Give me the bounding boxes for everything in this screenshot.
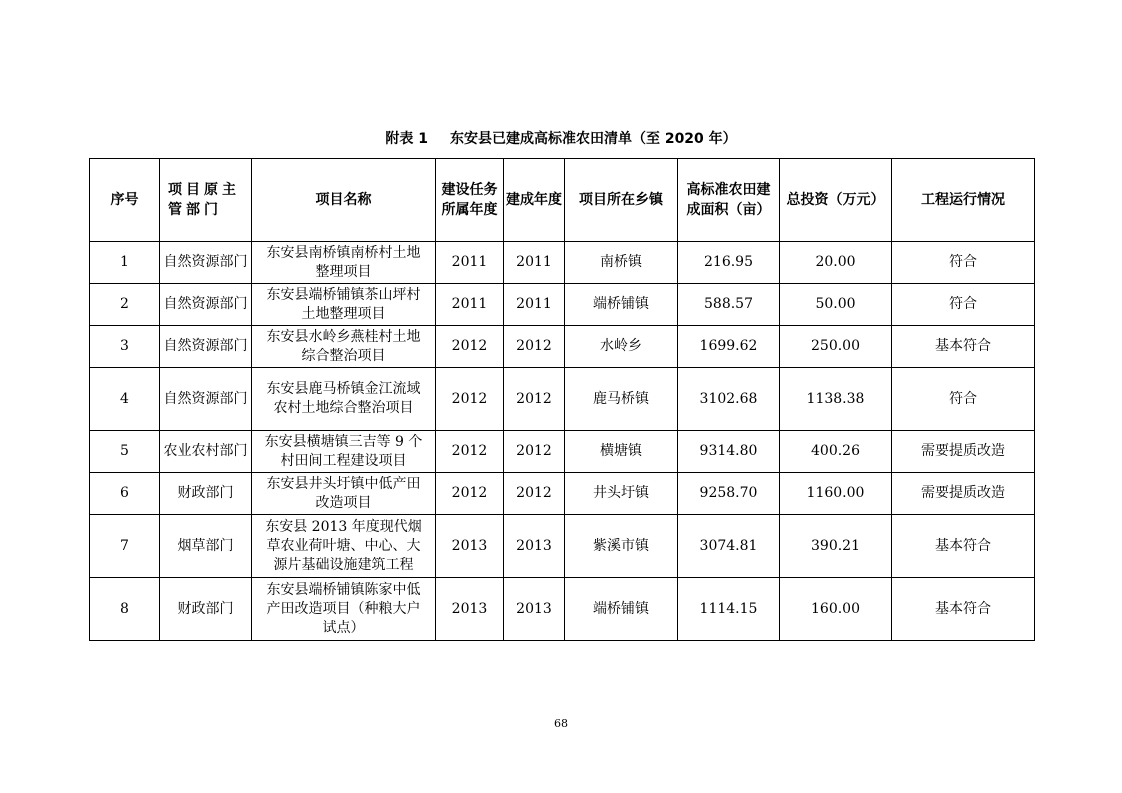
caption-title: 东安县已建成高标准农田清单（至 2020 年） (449, 131, 737, 147)
cell-no: 5 (90, 431, 160, 473)
cell-task-year: 2013 (436, 578, 504, 641)
cell-area: 588.57 (678, 284, 780, 326)
cell-invest: 1160.00 (780, 473, 892, 515)
cell-task-year: 2013 (436, 515, 504, 578)
cell-name: 东安县水岭乡燕桂村土地综合整治项目 (252, 326, 436, 368)
cell-build-year: 2012 (504, 431, 565, 473)
cell-name: 东安县端桥铺镇茶山坪村土地整理项目 (252, 284, 436, 326)
cell-owner: 烟草部门 (160, 515, 252, 578)
cell-no: 3 (90, 326, 160, 368)
cell-invest: 20.00 (780, 242, 892, 284)
table-row (90, 368, 1035, 431)
header-row (90, 159, 1035, 242)
cell-no: 6 (90, 473, 160, 515)
cell-name: 东安县南桥镇南桥村土地整理项目 (252, 242, 436, 284)
cell-no: 7 (90, 515, 160, 578)
farmland-table (89, 158, 1035, 641)
cell-status: 需要提质改造 (892, 473, 1035, 515)
cell-invest: 1138.38 (780, 368, 892, 431)
cell-name: 东安县端桥铺镇陈家中低产田改造项目（种粮大户试点） (252, 578, 436, 641)
cell-area: 1114.15 (678, 578, 780, 641)
cell-build-year: 2011 (504, 284, 565, 326)
header-status: 工程运行情况 (892, 159, 1035, 242)
cell-area: 3102.68 (678, 368, 780, 431)
cell-no: 8 (90, 578, 160, 641)
cell-invest: 400.26 (780, 431, 892, 473)
table-row (90, 515, 1035, 578)
cell-name: 东安县鹿马桥镇金江流域农村土地综合整治项目 (252, 368, 436, 431)
cell-build-year: 2012 (504, 326, 565, 368)
cell-task-year: 2012 (436, 368, 504, 431)
cell-invest: 160.00 (780, 578, 892, 641)
cell-status: 基本符合 (892, 515, 1035, 578)
cell-build-year: 2012 (504, 473, 565, 515)
cell-task-year: 2011 (436, 242, 504, 284)
cell-status: 基本符合 (892, 578, 1035, 641)
cell-invest: 390.21 (780, 515, 892, 578)
cell-town: 南桥镇 (565, 242, 678, 284)
table-row (90, 326, 1035, 368)
table-row (90, 473, 1035, 515)
cell-owner: 财政部门 (160, 473, 252, 515)
header-task-year: 建设任务所属年度 (436, 159, 504, 242)
header-no: 序号 (90, 159, 160, 242)
cell-build-year: 2013 (504, 578, 565, 641)
cell-build-year: 2011 (504, 242, 565, 284)
header-build-year: 建成年度 (504, 159, 565, 242)
cell-task-year: 2012 (436, 326, 504, 368)
cell-name: 东安县井头圩镇中低产田改造项目 (252, 473, 436, 515)
page-number: 68 (554, 717, 568, 730)
cell-owner: 自然资源部门 (160, 326, 252, 368)
cell-area: 216.95 (678, 242, 780, 284)
cell-town: 紫溪市镇 (565, 515, 678, 578)
cell-owner: 农业农村部门 (160, 431, 252, 473)
header-name: 项目名称 (252, 159, 436, 242)
header-invest: 总投资（万元） (780, 159, 892, 242)
table-row (90, 284, 1035, 326)
cell-name: 东安县 2013 年度现代烟草农业荷叶塘、中心、大源片基础设施建筑工程 (252, 515, 436, 578)
table-row (90, 431, 1035, 473)
cell-build-year: 2012 (504, 368, 565, 431)
cell-area: 9258.70 (678, 473, 780, 515)
cell-owner: 自然资源部门 (160, 284, 252, 326)
cell-owner: 财政部门 (160, 578, 252, 641)
cell-town: 井头圩镇 (565, 473, 678, 515)
cell-invest: 50.00 (780, 284, 892, 326)
cell-no: 4 (90, 368, 160, 431)
cell-status: 基本符合 (892, 326, 1035, 368)
cell-task-year: 2012 (436, 473, 504, 515)
cell-invest: 250.00 (780, 326, 892, 368)
cell-no: 1 (90, 242, 160, 284)
cell-status: 符合 (892, 242, 1035, 284)
table-row (90, 578, 1035, 641)
table-row (90, 242, 1035, 284)
cell-area: 1699.62 (678, 326, 780, 368)
cell-status: 符合 (892, 284, 1035, 326)
caption-label: 附表 1 (385, 131, 428, 147)
cell-status: 符合 (892, 368, 1035, 431)
cell-no: 2 (90, 284, 160, 326)
cell-town: 鹿马桥镇 (565, 368, 678, 431)
cell-owner: 自然资源部门 (160, 368, 252, 431)
cell-area: 9314.80 (678, 431, 780, 473)
cell-task-year: 2012 (436, 431, 504, 473)
cell-task-year: 2011 (436, 284, 504, 326)
cell-owner: 自然资源部门 (160, 242, 252, 284)
table-caption (0, 128, 1122, 148)
header-area: 高标准农田建成面积（亩） (678, 159, 780, 242)
header-owner: 项目原主管部门 (160, 159, 252, 242)
cell-town: 端桥铺镇 (565, 578, 678, 641)
cell-town: 横塘镇 (565, 431, 678, 473)
cell-town: 端桥铺镇 (565, 284, 678, 326)
cell-build-year: 2013 (504, 515, 565, 578)
cell-status: 需要提质改造 (892, 431, 1035, 473)
header-town: 项目所在乡镇 (565, 159, 678, 242)
cell-name: 东安县横塘镇三吉等 9 个村田间工程建设项目 (252, 431, 436, 473)
cell-area: 3074.81 (678, 515, 780, 578)
cell-town: 水岭乡 (565, 326, 678, 368)
